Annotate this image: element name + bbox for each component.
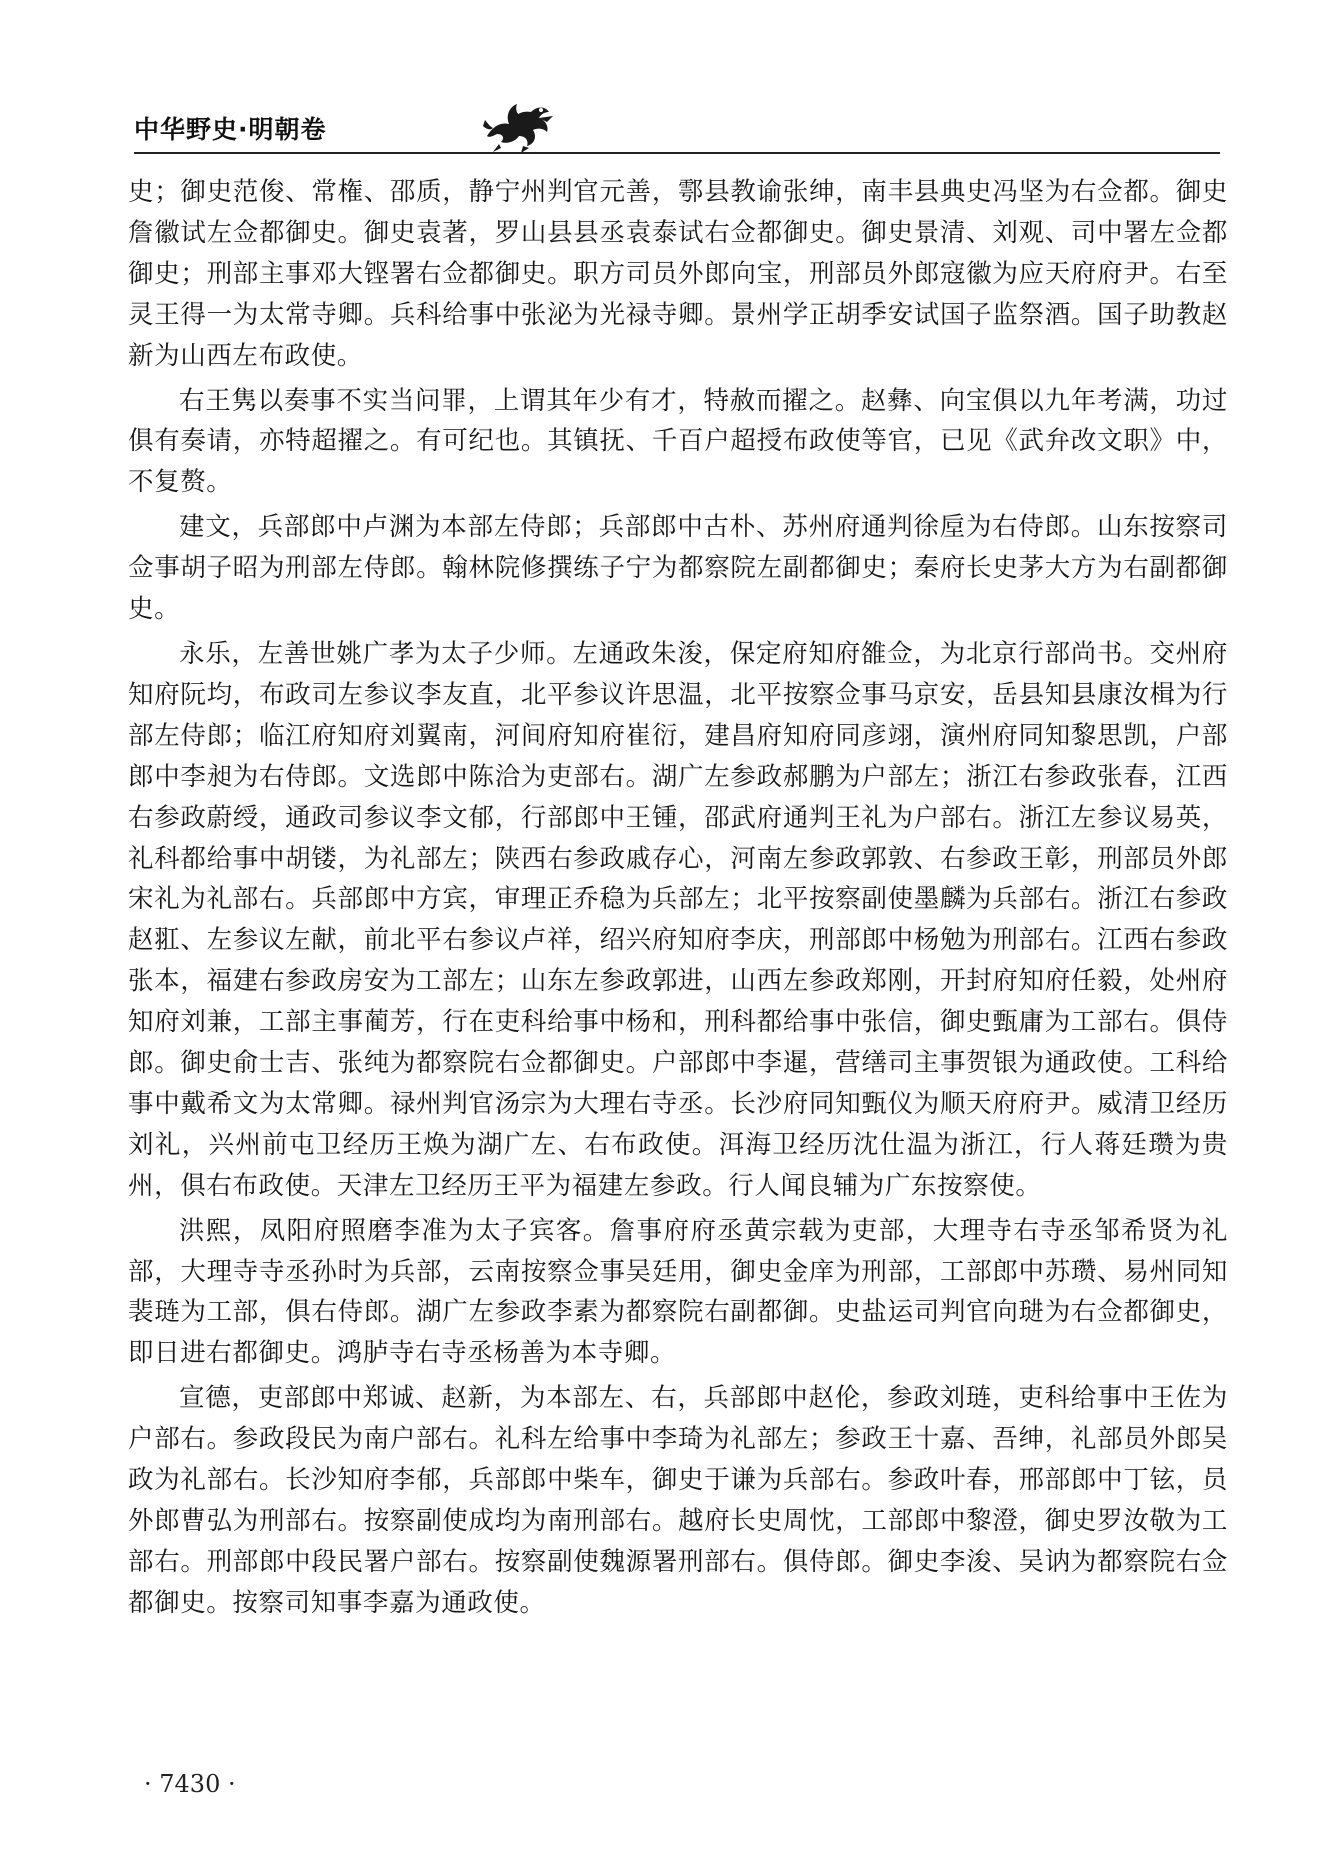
paragraph: 史；御史范俊、常権、邵质，静宁州判官元善，鄠县教谕张绅，南丰县典史冯坚为右佥都。御史詹徽试左佥都御史。御史袁著，罗山县县丞袁泰试右佥都御史。御史景清、刘观、司中署左佥都御史；刑部主事邓大铿署右佥都御史。职方司员外郎向宝，刑部员外郎寇徽为应天府府尹。右至灵王得一为太常寺卿。兵科给事中张泌为光禄寺卿。景州学正胡季安试国子监祭酒。国子助教赵新为山西左布政使。	[128, 177, 1228, 371]
header-rule	[134, 152, 1220, 154]
dragon-emblem-icon	[479, 96, 559, 154]
paragraph: 永乐，左善世姚广孝为太子少师。左通政朱浚，保定府知府雒佥，为北京行部尚书。交州府知府阮均，布政司左参议李友直，北平参议许思温，北平按察佥事马京安，岳县知县康汝楫为行部左侍郎；临江府知府刘翼南，河间府知府崔衍，建昌府知府同彦翊，演州府同知黎思凯，户部郎中李昶为右侍郎。文选郎中陈洽为吏部右。湖广左参政郝鹏为户部左；浙江右参政张春，江西右参政蔚绶，通政司参议李文郁，行部郎中王锺，邵武府通判王礼为户部右。浙江左参议易英，礼科都给事中胡镂，为礼部左；陕西右参政戚存心，河南左参政郭敦、右参政王彰，刑部员外郎宋礼为礼部右。兵部郎中方宾，审理正乔稳为兵部左；北平按察副使墨麟为兵部右。浙江右参政赵羾、左参议左献，前北平右参议卢祥，绍兴府知府李庆，刑部郎中杨勉为刑部右。江西右参政张本，福建右参政房安为工部左；山东左参政郭进，山西左参政郑刚，开封府知府任毅，处州府知府刘兼，工部主事蔺芳，行在吏科给事中杨和，刑科都给事中张信，御史甄庸为工部右。俱侍郎。御史俞士吉、张纯为都察院右佥都御史。户部郎中李暹，营缮司主事贺银为通政使。工科给事中戴希文为太常卿。禄州判官汤宗为大理右寺丞。长沙府同知甄仪为顺天府府尹。威清卫经历刘礼，兴州前屯卫经历王焕为湖广左、右布政使。洱海卫经历沈仕温为浙江，行人蒋廷瓒为贵州，俱右布政使。天津左卫经历王平为福建左参政。行人闻良辅为广东按察使。	[128, 638, 1228, 1201]
page-number: · 7430 ·	[144, 1770, 236, 1798]
paragraph: 右王隽以奏事不实当问罪，上谓其年少有才，特赦而擢之。赵彝、向宝俱以九年考满，功过俱有奏请，亦特超擢之。有可纪也。其镇抚、千百户超授布政使等官，已见《武弁改文职》中，不复赘。	[128, 385, 1228, 498]
paragraph: 宣德，吏部郎中郑诚、赵新，为本部左、右，兵部郎中赵伦，参政刘琏，吏科给事中王佐为户部右。参政段民为南户部右。礼科左给事中李琦为礼部左；参政王十嘉、吾绅，礼部员外郎吴政为礼部右。长沙知府李郁，兵部郎中柴车，御史于谦为兵部右。参政叶春，邢部郎中丁铉，员外郎曹弘为刑部右。按察副使成均为南刑部右。越府长史周忱，工部郎中黎澄，御史罗汝敬为工部右。刑部郎中段民署户部右。按察副使魏源署刑部右。俱侍郎。御史李浚、吴讷为都察院右佥都御史。按察司知事李嘉为通政使。	[128, 1383, 1228, 1618]
running-header	[134, 96, 1220, 156]
book-title: 中华野史·明朝卷	[134, 115, 327, 144]
paragraph: 洪熙，凤阳府照磨李准为太子宾客。詹事府府丞黄宗载为吏部，大理寺右寺丞邹希贤为礼部，大理寺寺丞孙时为兵部，云南按察佥事吴廷用，御史金庠为刑部，工部郎中苏瓒、易州同知裴琏为工部，俱右侍郎。湖广左参政李素为都察院右副都御。史盐运司判官向琎为右佥都御史，即日进右都御史。鸿胪寺右寺丞杨善为本寺卿。	[128, 1215, 1228, 1369]
body-text	[128, 172, 1228, 1628]
paragraph: 建文，兵部郎中卢渊为本部左侍郎；兵部郎中古朴、苏州府通判徐垕为右侍郎。山东按察司佥事胡子昭为刑部左侍郎。翰林院修撰练子宁为都察院左副都御史；秦府长史茅大方为右副都御史。	[128, 512, 1228, 625]
